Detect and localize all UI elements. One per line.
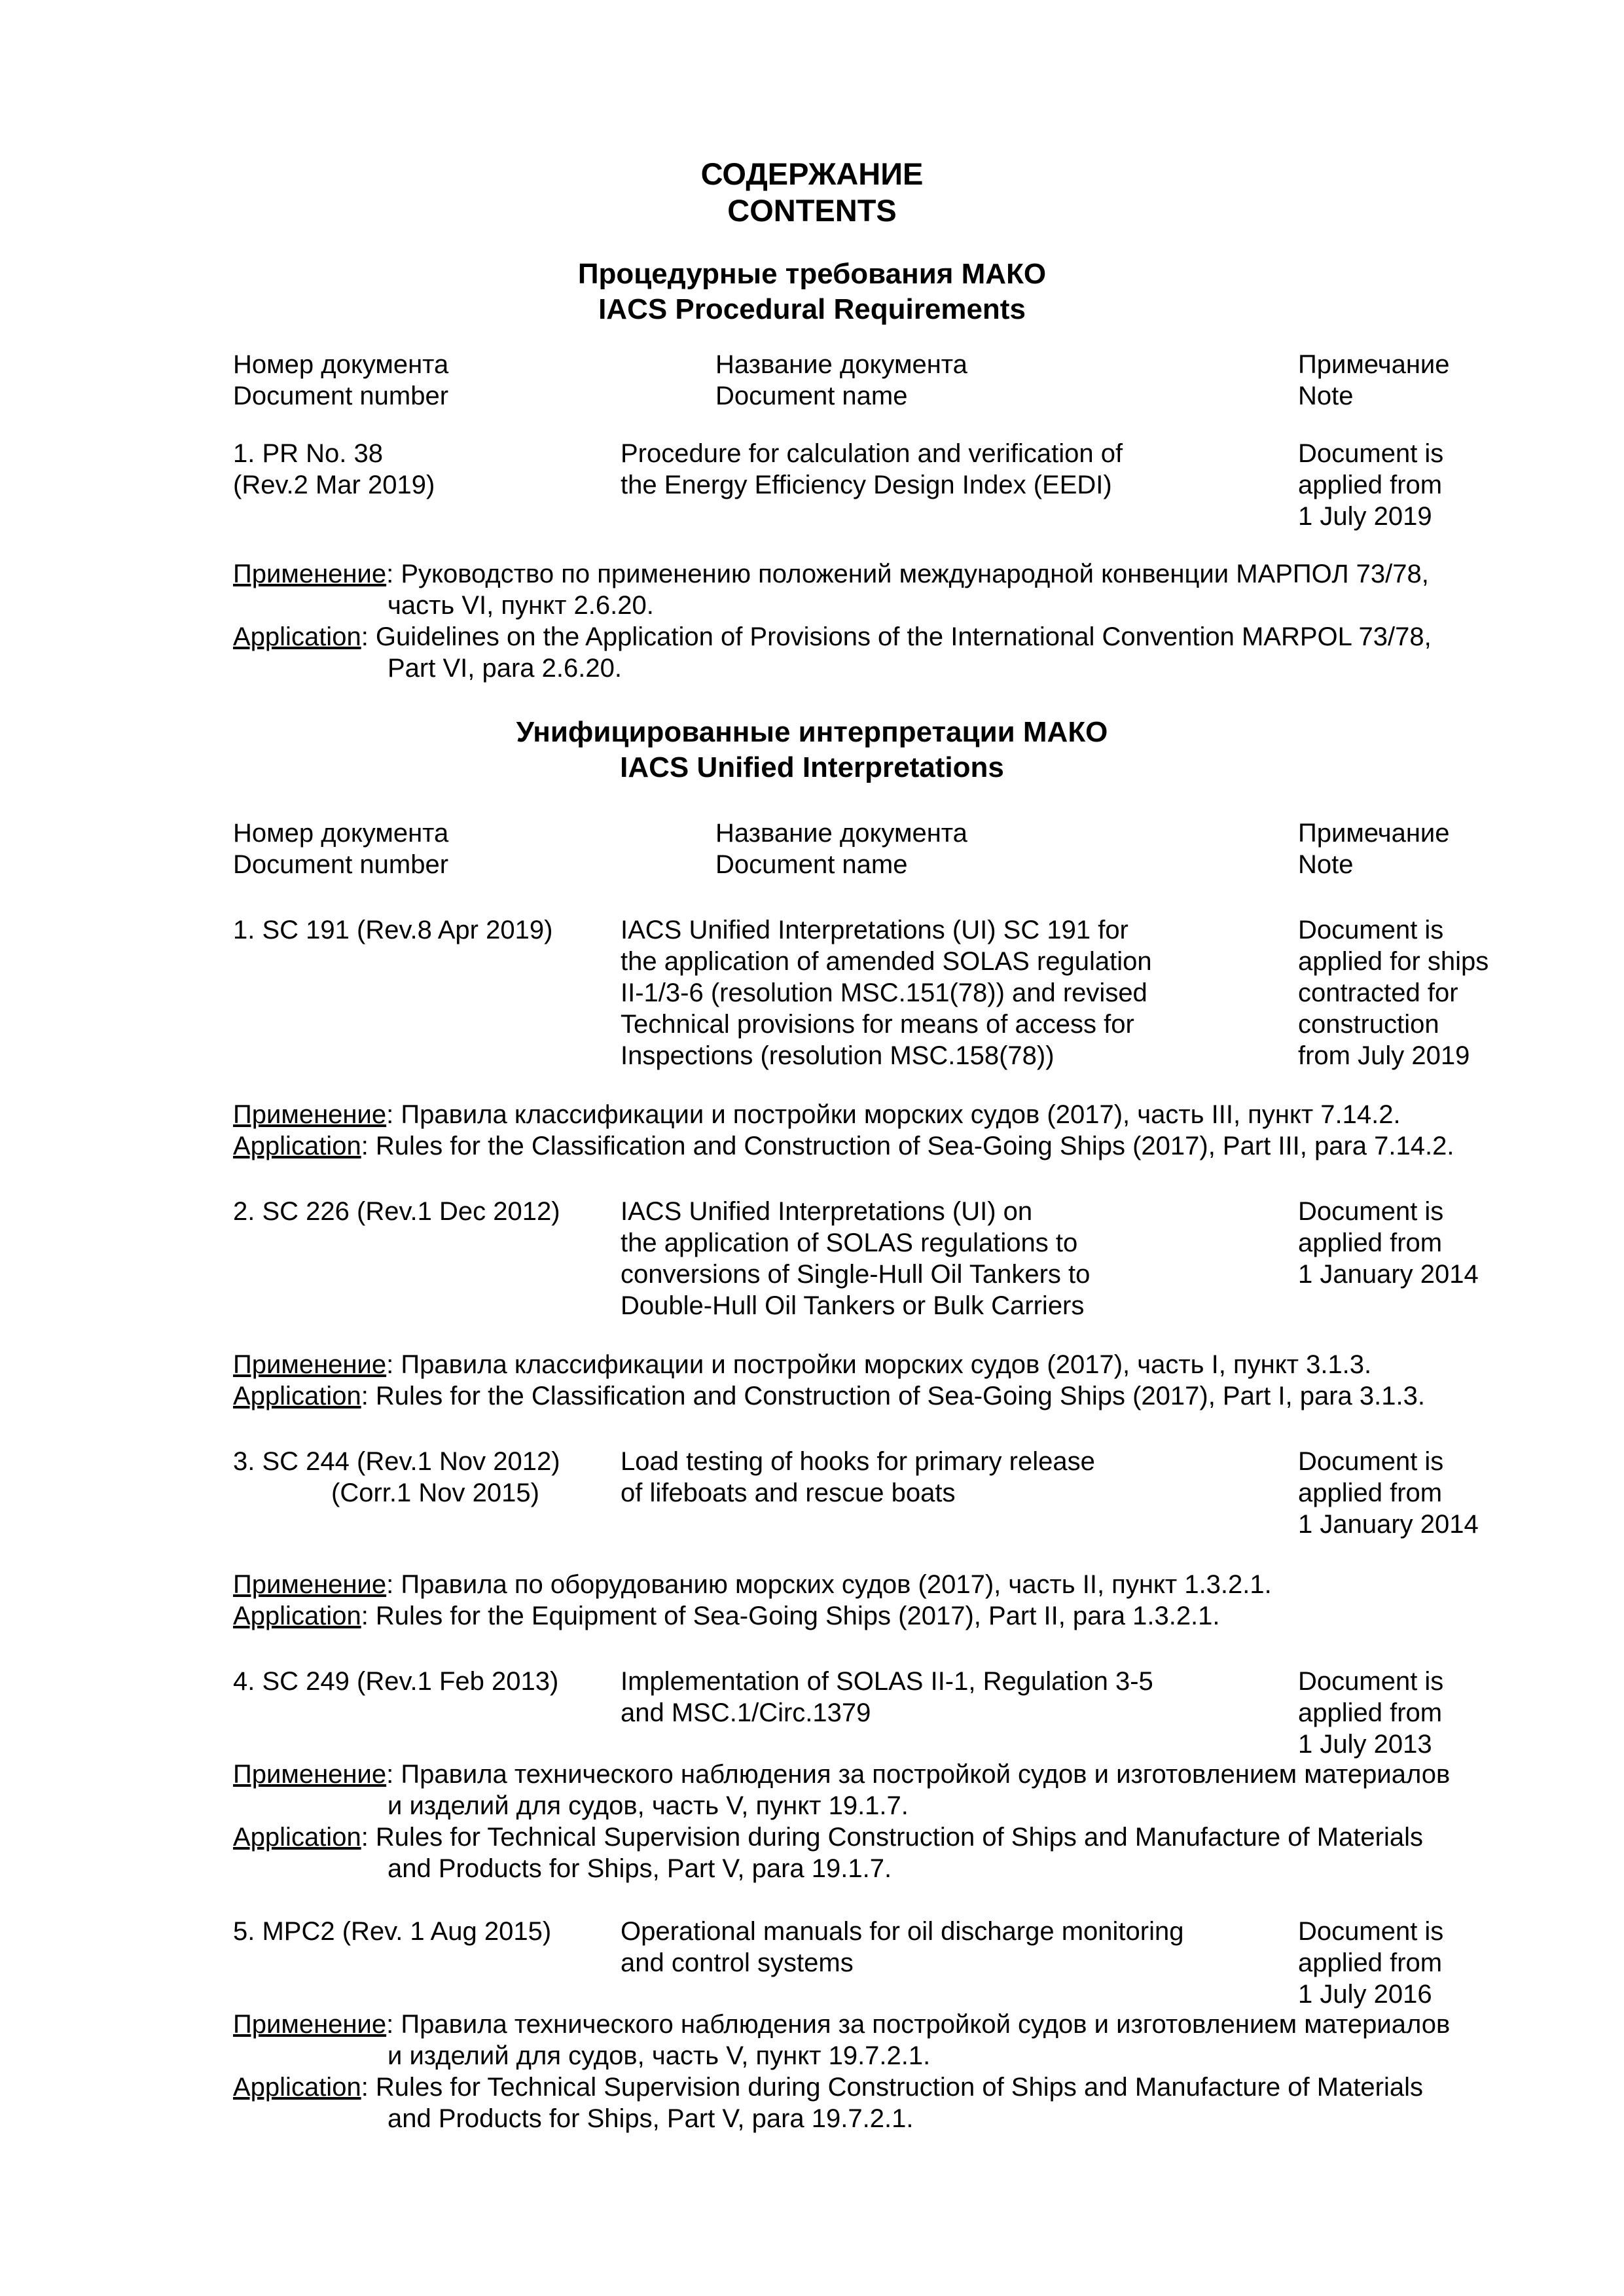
application-label: Application — [233, 1132, 361, 1160]
document-note: 1 July 2013 — [1298, 1730, 1432, 1759]
application-ru — [233, 558, 1429, 590]
document-name: Procedure for calculation and verification of — [621, 439, 1123, 468]
document-name: IACS Unified Interpretations (UI) SC 191 for — [621, 916, 1128, 944]
application-text: Правила по оборудованию морских судов (2017), часть II, пункт 1.3.2.1. — [401, 1570, 1272, 1599]
colon: : — [361, 1602, 376, 1630]
application-ru — [233, 1349, 1371, 1380]
col-header-number-en: Document number — [233, 850, 449, 879]
document-revision: (Corr.1 Nov 2015) — [331, 1479, 539, 1507]
document-note: from July 2019 — [1298, 1041, 1470, 1070]
colon: : — [361, 2073, 376, 2102]
document-name: the Energy Efficiency Design Index (EEDI) — [621, 471, 1112, 499]
document-note: 1 July 2016 — [1298, 1980, 1432, 2009]
application-label: Application — [233, 622, 361, 651]
section-title-ru: Процедурные требования МАКО — [577, 258, 1047, 290]
col-header-number-en: Document number — [233, 382, 449, 410]
col-header-note-ru: Примечание — [1298, 819, 1450, 848]
section-title-en: IACS Unified Interpretations — [620, 751, 1004, 783]
document-note: Document is — [1298, 916, 1444, 944]
application-text: часть VI, пункт 2.6.20. — [388, 591, 654, 620]
col-header-note-ru: Примечание — [1298, 350, 1450, 379]
application-text: и изделий для судов, часть V, пункт 19.7.2.1. — [388, 2041, 931, 2070]
application-text: Rules for the Classification and Construction of Sea-Going Ships (2017), Part I, para 3.1.3. — [375, 1382, 1425, 1410]
application-ru — [233, 1759, 1450, 1790]
section-title-ru: Унифицированные интерпретации МАКО — [516, 716, 1108, 748]
application-ru — [233, 1569, 1272, 1600]
col-header-note-en: Note — [1298, 850, 1354, 879]
colon: : — [386, 560, 401, 588]
application-label: Применение — [233, 1760, 387, 1789]
document-note: contracted for — [1298, 978, 1458, 1007]
colon: : — [361, 622, 376, 651]
document-note: applied from — [1298, 471, 1443, 499]
application-text: Rules for Technical Supervision during Construction of Ships and Manufacture of Materials — [375, 1823, 1424, 1852]
document-note: Document is — [1298, 1447, 1444, 1476]
colon: : — [386, 1570, 401, 1599]
document-number: 2. SC 226 (Rev.1 Dec 2012) — [233, 1197, 560, 1226]
document-note: Document is — [1298, 439, 1444, 468]
colon: : — [386, 1100, 401, 1129]
document-note: applied from — [1298, 1229, 1443, 1257]
application-en — [233, 1600, 1220, 1632]
document-name: Inspections (resolution MSC.158(78)) — [621, 1041, 1055, 1070]
application-text: Rules for Technical Supervision during Construction of Ships and Manufacture of Materials — [375, 2073, 1424, 2102]
document-name: and control systems — [621, 1948, 854, 1977]
colon: : — [361, 1823, 376, 1852]
application-text: Rules for the Equipment of Sea-Going Ships (2017), Part II, para 1.3.2.1. — [375, 1602, 1220, 1630]
colon: : — [386, 2010, 401, 2039]
application-label: Применение — [233, 1350, 387, 1379]
document-revision: (Rev.2 Mar 2019) — [233, 471, 435, 499]
document-note: applied from — [1298, 1698, 1443, 1727]
application-label: Применение — [233, 2010, 387, 2039]
application-en — [233, 1821, 1423, 1853]
document-number: 5. MPC2 (Rev. 1 Aug 2015) — [233, 1917, 552, 1946]
application-label: Применение — [233, 560, 387, 588]
application-ru — [233, 1099, 1401, 1130]
col-header-number-ru: Номер документа — [233, 819, 449, 848]
application-en — [233, 1130, 1454, 1162]
document-note: applied from — [1298, 1948, 1443, 1977]
document-note: Document is — [1298, 1667, 1444, 1696]
document-note: Document is — [1298, 1917, 1444, 1946]
document-name: Technical provisions for means of access for — [621, 1010, 1134, 1039]
document-note: 1 January 2014 — [1298, 1260, 1479, 1289]
application-text: Правила технического наблюдения за постройкой судов и изготовлением материалов — [401, 2010, 1451, 2039]
col-header-name-ru: Название документа — [715, 819, 967, 848]
application-text: and Products for Ships, Part V, para 19.1.7. — [388, 1854, 892, 1883]
document-note: applied for ships — [1298, 947, 1489, 976]
document-note: Document is — [1298, 1197, 1444, 1226]
application-label: Application — [233, 1823, 361, 1852]
document-note: construction — [1298, 1010, 1439, 1039]
document-name: of lifeboats and rescue boats — [621, 1479, 956, 1507]
document-name: Load testing of hooks for primary release — [621, 1447, 1095, 1476]
col-header-name-en: Document name — [715, 382, 908, 410]
application-text: Rules for the Classification and Construction of Sea-Going Ships (2017), Part III, para 7.14.2. — [375, 1132, 1454, 1160]
document-name: II-1/3-6 (resolution MSC.151(78)) and revised — [621, 978, 1147, 1007]
application-text: Part VI, para 2.6.20. — [388, 654, 622, 683]
document-name: Double-Hull Oil Tankers or Bulk Carriers — [621, 1291, 1085, 1320]
col-header-name-ru: Название документа — [715, 350, 967, 379]
application-label: Application — [233, 2073, 361, 2102]
application-text: Guidelines on the Application of Provisions of the International Convention MARPOL 73/78, — [375, 622, 1432, 651]
col-header-number-ru: Номер документа — [233, 350, 449, 379]
application-text: and Products for Ships, Part V, para 19.7.2.1. — [388, 2104, 914, 2133]
document-note: 1 July 2019 — [1298, 502, 1432, 531]
application-en — [233, 621, 1432, 653]
document-name: IACS Unified Interpretations (UI) on — [621, 1197, 1033, 1226]
application-label: Применение — [233, 1100, 387, 1129]
document-note: applied from — [1298, 1479, 1443, 1507]
page-title-ru: СОДЕРЖАНИЕ — [700, 156, 924, 191]
document-number: 4. SC 249 (Rev.1 Feb 2013) — [233, 1667, 559, 1696]
col-header-note-en: Note — [1298, 382, 1354, 410]
application-text: Правила технического наблюдения за постройкой судов и изготовлением материалов — [401, 1760, 1451, 1789]
colon: : — [386, 1760, 401, 1789]
application-en — [233, 2072, 1423, 2103]
colon: : — [361, 1132, 376, 1160]
document-name: Implementation of SOLAS II-1, Regulation 3-5 — [621, 1667, 1153, 1696]
document-name: the application of SOLAS regulations to — [621, 1229, 1078, 1257]
document-name: and MSC.1/Circ.1379 — [621, 1698, 871, 1727]
colon: : — [361, 1382, 376, 1410]
document-name: conversions of Single-Hull Oil Tankers to — [621, 1260, 1091, 1289]
application-text: Правила классификации и постройки морских судов (2017), часть I, пункт 3.1.3. — [401, 1350, 1372, 1379]
application-en — [233, 1380, 1425, 1412]
application-text: Правила классификации и постройки морских судов (2017), часть III, пункт 7.14.2. — [401, 1100, 1401, 1129]
document-note: 1 January 2014 — [1298, 1510, 1479, 1539]
application-label: Application — [233, 1382, 361, 1410]
application-label: Применение — [233, 1570, 387, 1599]
document-name: the application of amended SOLAS regulation — [621, 947, 1152, 976]
section-title-en: IACS Procedural Requirements — [598, 293, 1026, 325]
col-header-name-en: Document name — [715, 850, 908, 879]
application-label: Application — [233, 1602, 361, 1630]
document-name: Operational manuals for oil discharge monitoring — [621, 1917, 1184, 1946]
colon: : — [386, 1350, 401, 1379]
page-title-en: CONTENTS — [727, 193, 897, 228]
application-text: Руководство по применению положений международной конвенции МАРПОЛ 73/78, — [401, 560, 1429, 588]
application-ru — [233, 2009, 1450, 2040]
application-text: и изделий для судов, часть V, пункт 19.1.7. — [388, 1791, 909, 1820]
document-number: 1. SC 191 (Rev.8 Apr 2019) — [233, 916, 553, 944]
document-number: 3. SC 244 (Rev.1 Nov 2012) — [233, 1447, 560, 1476]
document-number: 1. PR No. 38 — [233, 439, 384, 468]
